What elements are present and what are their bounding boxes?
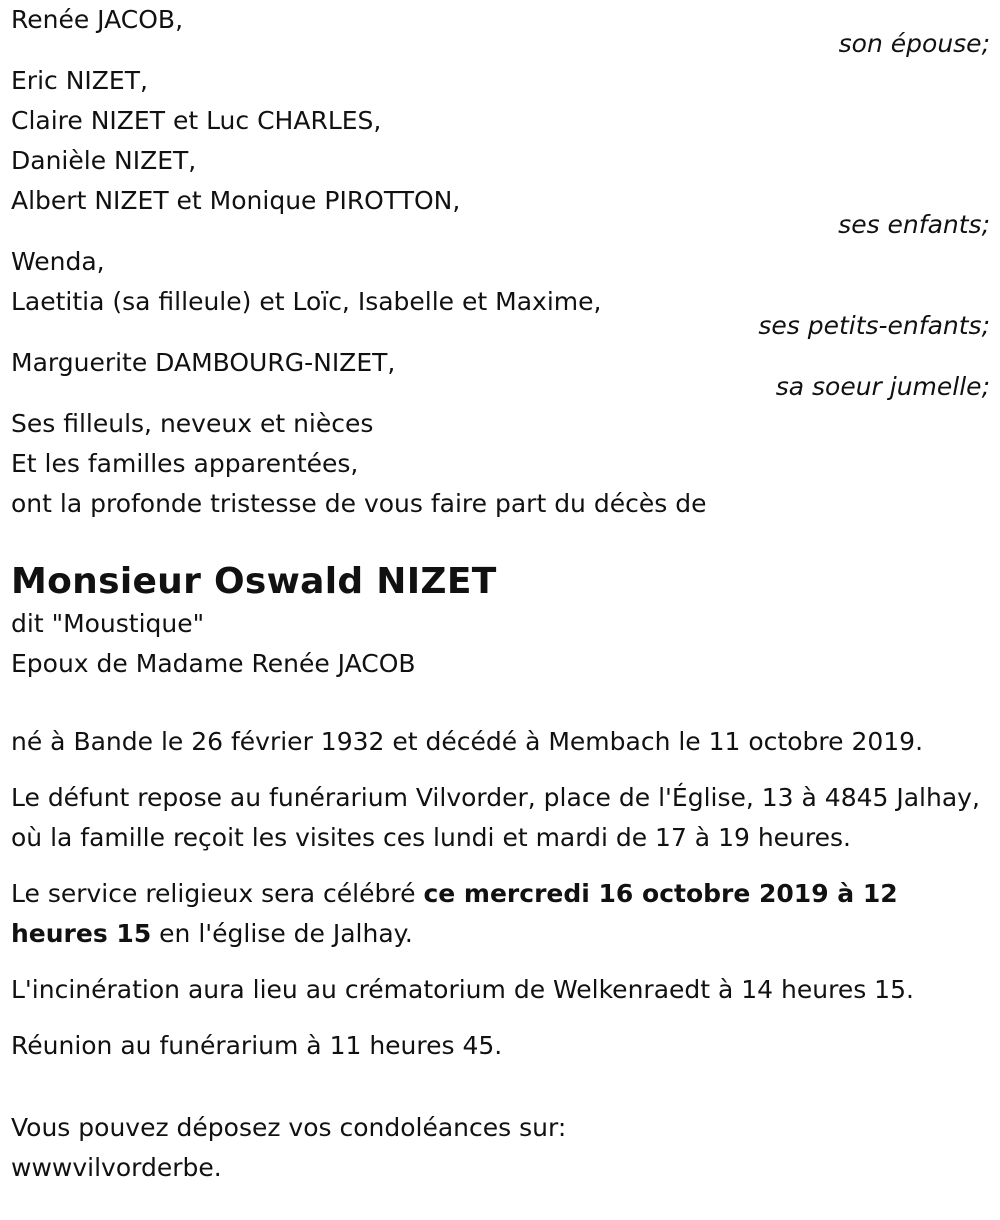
family-name: Danièle NIZET, xyxy=(11,146,197,175)
family-group-spouse xyxy=(11,0,990,64)
family-group-sister xyxy=(11,343,990,407)
deceased-spouse: Epoux de Madame Renée JACOB xyxy=(11,649,416,678)
family-name: Renée JACOB, xyxy=(11,5,184,34)
family-role: ses petits-enfants; xyxy=(758,311,990,340)
condolences-text: Vous pouvez déposez vos condoléances sur: xyxy=(11,1113,567,1142)
family-name: Marguerite DAMBOURG-NIZET, xyxy=(11,348,396,377)
family-name: Eric NIZET, xyxy=(11,66,148,95)
deceased-name: Monsieur Oswald NIZET xyxy=(11,561,497,602)
service-date-time: ce mercredi 16 octobre 2019 à 12 heures 15 xyxy=(11,879,898,948)
family-group-grandchildren xyxy=(11,242,990,346)
family-name: Albert NIZET et Monique PIROTTON, xyxy=(11,186,461,215)
service-text-before: Le service religieux sera célébré xyxy=(11,879,424,908)
condolences-website: wwwvilvorderbe. xyxy=(11,1153,222,1182)
closing-line: Ses filleuls, neveux et nièces xyxy=(11,409,374,438)
viewing-info: Le défunt repose au funérarium Vilvorder, place de l'Église, 13 à 4845 Jalhay, où la famille reçoit les visites ces lundi et mardi de 17 à 19 heures. xyxy=(11,783,980,852)
closing-line: ont la profonde tristesse de vous faire part du décès de xyxy=(11,489,707,518)
cremation-info: L'incinération aura lieu au crématorium de Welkenraedt à 14 heures 15. xyxy=(11,975,914,1004)
deceased-nickname: dit "Moustique" xyxy=(11,609,205,638)
condolences-block xyxy=(11,1108,990,1188)
service-info xyxy=(11,874,990,954)
family-role: sa soeur jumelle; xyxy=(775,372,990,401)
family-name: Laetitia (sa filleule) et Loïc, Isabelle et Maxime, xyxy=(11,287,602,316)
family-role: son épouse; xyxy=(838,29,990,58)
closing-line: Et les familles apparentées, xyxy=(11,449,359,478)
service-text-after: en l'église de Jalhay. xyxy=(151,919,413,948)
meeting-info: Réunion au funérarium à 11 heures 45. xyxy=(11,1031,503,1060)
birth-death-dates: né à Bande le 26 février 1932 et décédé à Membach le 11 octobre 2019. xyxy=(11,727,924,756)
family-role: ses enfants; xyxy=(838,210,990,239)
closing-lines xyxy=(11,404,990,524)
family-name: Wenda, xyxy=(11,247,105,276)
family-list xyxy=(11,0,990,524)
family-name: Claire NIZET et Luc CHARLES, xyxy=(11,106,382,135)
family-group-children xyxy=(11,61,990,245)
